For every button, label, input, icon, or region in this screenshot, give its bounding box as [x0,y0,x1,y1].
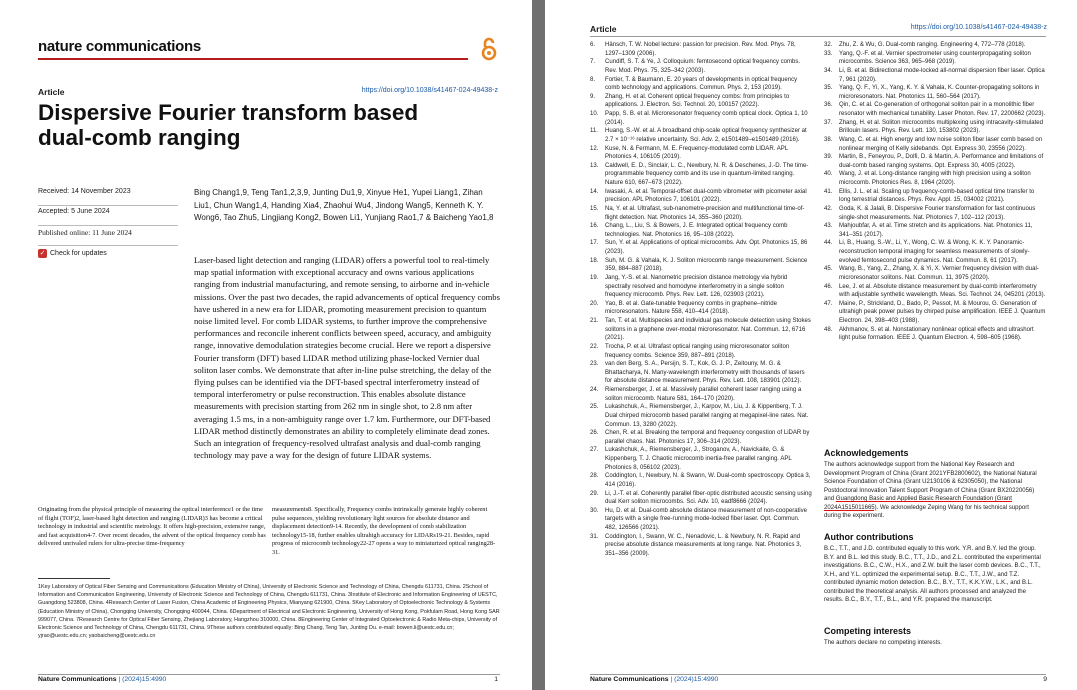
reference-item [824,67,1046,84]
reference-item [824,119,1046,136]
reference-number: 24. [590,387,599,393]
reference-number: 26. [590,430,599,437]
reference-item [590,239,812,256]
reference-number: 12. [590,145,599,152]
page-9 [545,0,1077,690]
footer-rule [590,674,1046,675]
intro-text-left: Originating from the physical principle of measuring the optical interference1 or the time of flight (TOF)2, laser-based light detection and ranging (LIDAR)3 has become a critical technology in industrial and scientific metrology. It offers high-precision, extensive range, and fast acquisition4-7. Over recent decades, the advent of the optical frequency comb has delivered unrivaled rulers for ultra-precise time-frequency [38,506,266,547]
reference-number: 43. [824,223,833,230]
reference-text: Lukashchuk, A., Riemensberger, J., Stroganov, A., Navickaite, G. & Kippenberg, T. J. Chaotic microcomb inertia-free parallel ranging. APL Photonics 8, 056102 (2023). [605,447,792,471]
references-left [590,41,812,559]
reference-text: Caldwell, E. D., Sinclair, L. C., Newbury, N. R. & Deschenes, J.-D. The time-programmable frequency comb and its use in quantum-limited ranging. Nature 610, 667–673 (2022). [605,162,809,186]
reference-text: Chang, L., Liu, S. & Bowers, J. E. Integrated optical frequency comb technologies. Nat. Photonics 16, 95–108 (2022). [605,223,788,238]
reference-text: Li, B. et al. Bidirectional mode-locked all-normal dispersion fiber laser. Optica 7, 961 (2020). [839,67,1045,83]
acknowledgements-section [824,448,1046,521]
reference-text: Huang, S.-W. et al. A broadband chip-scale optical frequency synthesizer at 2.7 × 10⁻¹⁶ relative uncertainty. Sci. Adv. 2, e1501489–e1501489 (2016). [605,128,807,143]
reference-item [824,326,1046,343]
footer-volume: (2024)15:4990 [674,676,719,683]
update-badge-icon: ✓ [39,250,46,257]
affiliations: 1Key Laboratory of Optical Fiber Sensing and Communications (Education Ministry of China), University of Electronic Science and Technology of China, Chengdu 611731, China. 2School of Information and Communication Engineering, University of Electronic Science and Technology of China, Chengdu 611731, China. 3Institute of Electronic and Information Engineering of UESTC, Guangdong 523808, China. 4Research Center of Laser Fusion, China Academic of Engineering Physics, Mianyang 621900, China. 5Key Laboratory of Optoelectronic Technology & Systems (Education Ministry of China), Chongqing University, Chongqing 400044, China. 6Department of Electrical and Electronic Engineering, University of Hong Kong, Pokfulam Road, Hong Kong SAR 999077, China. 7Research Centre for Optical Fiber Sensing, Zhejiang Laboratory, Hangzhou 310000, China. 8Engineering Center of Integrated Optoelectronic & Radio Meta-chips, University of Electronic Science and Technology of China, Chengdu 611731, China. 9These authors contributed equally: Bing Chang, Teng Tan, Junting Du. e-mail: bowen.li@uestc.edu.cn; yjrao@uestc.edu.cn; yaobaicheng@uestc.edu.cn [38,584,500,640]
highlighted-grant: Guangdong Basic and Applied Basic Research Foundation (Grant 2024A1515011665) [824,496,1012,511]
acknowledgements-heading: Acknowledgements [824,448,909,458]
reference-item [590,403,812,429]
article-title: Dispersive Fourier transform based dual-comb ranging [38,100,419,150]
doi-link[interactable]: https://doi.org/10.1038/s41467-024-49438-z [361,87,498,94]
reference-item [590,343,812,360]
reference-item [590,127,812,144]
reference-text: Coddington, I., Swann, W. C., Nenadovic, L. & Newbury, N. R. Rapid and precise absolute distance measurements at long range. Nat. Photonics 3, 351–356 (2009). [605,533,802,557]
reference-item [590,274,812,300]
published-date: Published online: 11 June 2024 [38,226,178,246]
reference-text: Yang, Q.-F. et al. Vernier spectrometer using counterpropagating soliton microcombs. Science 363, 965–968 (2019). [839,50,1031,66]
reference-item [590,429,812,446]
affiliation-rule [38,578,110,579]
reference-item [590,360,812,386]
reference-text: Trocha, P. et al. Ultrafast optical ranging using microresonator soliton frequency combs. Science 359, 887–891 (2018). [605,343,790,359]
reference-number: 23. [590,361,599,368]
reference-number: 41. [824,188,833,195]
reference-number: 45. [824,266,833,273]
reference-number: 6. [590,42,596,48]
reference-text: Li, B., Huang, S.-W., Li, Y., Wong, C. W. & Wong, K. K. Y. Panoramic-reconstruction temporal imaging for seamless measurements of slowly-evolved femtosecond pulse dynamics. Nat. Commun. 8, 61 (2017). [839,240,1030,264]
reference-text: Hänsch, T. W. Nobel lecture: passion for precision. Rev. Mod. Phys. 78, 1297–1309 (2006). [605,42,796,57]
reference-number: 11. [590,128,598,135]
reference-text: Papp, S. B. et al. Microresonator frequency comb optical clock. Optica 1, 10 (2014). [605,111,808,126]
reference-item [590,472,812,489]
author-contributions-heading: Author contributions [824,532,914,542]
reference-text: Iwasaki, A. et al. Temporal-offset dual-comb vibrometer with picometer axial precision. APL Photonics 7, 106101 (2022). [605,188,807,204]
reference-number: 27. [590,447,599,454]
reference-item [590,58,812,75]
reference-text: Wang, C. et al. High energy and low noise soliton fiber laser comb based on nonlinear merging of Kelly sidebands. Opt. Express 30, 23556 (2022). [839,136,1043,152]
reference-item [590,205,812,222]
reference-item [824,300,1046,326]
ack-text-part: The authors acknowledge support from the National Key Research and Development Program of China (Grant 2021YFB2800602), the National Natural Science Foundation of China (Grant U2130106 & 62305050), the National Postdoctoral Innovation Talent Support Program of China (Grant BX20220056) and [824,462,1037,502]
reference-number: 17. [590,240,599,247]
reference-text: Lee, J. et al. Absolute distance measurement by dual-comb interferometry with adjustable synthetic wavelength. Meas. Sci. Technol. 24, 045201 (2013). [839,283,1046,299]
doi-link[interactable]: https://doi.org/10.1038/s41467-024-49438-z [910,24,1047,31]
reference-text: Lukashchuk, A., Riemensberger, J., Karpov, M., Liu, J. & Kippenberg, T. J. Dual chirped microcomb based parallel ranging at megapixel-line rates. Nat. Commun. 13, 3280 (2022). [605,404,809,428]
received-date: Received: 14 November 2023 [38,186,178,206]
footer-citation: Nature Communications | (2024)15:4990 [38,676,167,683]
reference-text: Li, J.-T. et al. Coherently parallel fiber-optic distributed acoustic sensing using dual Kerr soliton microcombs. Sci. Adv. 10, eadf8666 (2024). [605,490,812,506]
reference-text: Goda, K. & Jalali, B. Dispersive Fourier transformation for fast continuous single-shot measurements. Nat. Photonics 7, 102–112 (2013). [839,205,1036,221]
reference-item [590,162,812,188]
reference-number: 10. [590,111,599,117]
reference-text: Wang, J. et al. Long-distance ranging with high precision using a soliton microcomb. Photonics Res. 8, 1964 (2020). [839,171,1031,186]
competing-interests-section [824,626,1046,648]
reference-text: Hu, D. et al. Dual-comb absolute distance measurement of non-cooperative targets with a single free-running mode-locked fiber laser. Opt. Commun. 482, 126566 (2021). [605,507,808,531]
intro-text-right: measurements8. Specifically, Frequency combs intrinsically generate highly coherent pulse sequences, yielding revolutionary light sources for absolute distance and displacement detection9-14. Recently, the development of comb stabilization technology15-18, further enables ultrahigh accuracy for LIDARs19-21. Besides, rapid progress of microcomb technology22-27 opens a way to miniaturized optical ranging28-31. [272,506,496,556]
reference-text: Chen, R. et al. Breaking the temporal and frequency congestion of LiDAR by parallel chaos. Nat. Photonics 17, 306–314 (2023). [605,430,810,445]
footer-journal: Nature Communications [38,676,117,683]
reference-item [590,76,812,93]
reference-item [824,239,1046,265]
reference-item [590,317,812,343]
reference-item [824,188,1046,205]
reference-text: Cundiff, S. T. & Ye, J. Colloquium: femtosecond optical frequency combs. Rev. Mod. Phys. 75, 325–342 (2003). [605,59,801,74]
reference-text: Wang, B., Yang, Z., Zhang, X. & Yi, X. Vernier frequency division with dual-microresonator solitons. Nat. Commun. 11, 3975 (2020). [839,266,1039,281]
footer-rule [38,674,500,675]
accepted-date: Accepted: 5 June 2024 [38,206,178,226]
reference-number: 35. [824,85,833,92]
reference-item [590,188,812,205]
author-contributions-text: B.C., T.T., and J.D. contributed equally to this work. Y.R. and B.Y. led the group. B.Y. and B.L. led this study. B.C., T.T., J.D., and Z.L. contributed the experimental investigations. B.C., C.W., H.X., and Z.W. built the laser comb devices. B.C., T.T., X.H., and Y.L. optimized the experimental setup. B.C., T.T., J.W., and T.Z. contributed dynamic motion detection. B.C., B.Y., T.T., K.K.Y.W., L.K., and B.L. contributed the theoretical analysis. All authors processed and analyzed the results. B.C., B.Y., T.T., B.L., and Y.R. prepared the manuscript. [824,546,1041,603]
journal-logo: nature communications [38,38,201,55]
reference-item [590,507,812,533]
reference-text: Zhang, H. et al. Soliton microcombs multiplexing using intracavity-stimulated Brillouin lasers. Phys. Rev. Lett. 130, 153802 (2023). [839,119,1043,135]
reference-number: 46. [824,283,833,290]
reference-item [590,93,812,110]
open-access-icon [480,37,498,61]
reference-item [590,490,812,507]
reference-text: Coddington, I., Newbury, N. & Swann, W. Dual-comb spectroscopy. Optica 3, 414 (2016). [605,473,811,488]
reference-item [590,145,812,162]
reference-item [590,222,812,239]
reference-text: Sun, Y. et al. Applications of optical microcombs. Adv. Opt. Photonics 15, 86 (2023). [605,240,808,255]
ack-text-part: . We acknowledge Zeping Wang for his technical support during the experiment. [824,504,1029,519]
reference-number: 15. [590,205,599,212]
reference-text: Mahjoubfar, A. et al. Time stretch and its applications. Nat. Photonics 11, 341–351 (2017). [839,223,1033,238]
reference-item [590,41,812,58]
reference-text: Zhang, H. et al. Coherent optical frequency combs: from principles to applications. J. Electron. Sci. Technol. 20, 100157 (2022). [605,93,790,109]
page-1 [0,0,532,690]
reference-text: Kuse, N. & Fermann, M. E. Frequency-modulated comb LIDAR. APL Photonics 4, 106105 (2019). [605,145,788,161]
reference-item [824,101,1046,118]
reference-number: 9. [590,93,596,100]
competing-interests-text: The authors declare no competing interests. [824,640,942,646]
abstract: Laser-based light detection and ranging (LIDAR) offers a powerful tool to real-timely map spatial information with exceptional accuracy and owns various applications ranging from industrial manufacturing, and remote sensing, to airborne and in-vehicle missions. Over the past two decades, the rapid advancements of optical frequency combs have ushered in a new era for LIDAR, promoting measurement precision to quantum noise limited level. For comb LIDAR systems, to further improve the comprehensive performances and reconcile inherent conflicts between speed, accuracy, and ambiguity range, innovative demodulation strategies become crucial. Here we report a dispersive Fourier transform (DFT) based LIDAR method utilizing phase-locked Vernier dual soliton laser combs. We demonstrate that after in-line pulse stretching, the delay of the flying pulses can be identified via the DFT-based spectral interferometry instead of temporal interferometry or pulse reconstruction. This enables absolute distance measurements with precision starting from 262 nm in single shot, to 2.8 nm after averaging 1.5 ms, in a non-ambiguity range over 1.7 km. Furthermore, our DFT-based LIDAR method distinctly demonstrates an ability to completely eliminate dead zones. Such an integration of frequency-resolved ultrafast analysis and dual-comb ranging technology may pave a way for the design of future LIDAR systems. [194,255,500,461]
reference-number: 13. [590,162,599,169]
journal-rule [38,58,468,60]
reference-text: Qin, C. et al. Co-generation of orthogonal soliton pair in a monolithic fiber resonator with mechanical tunability. Laser Photon. Rev. 17, 2200662 (2023). [839,102,1046,117]
reference-text: Jang, Y.-S. et al. Nanometric precision distance metrology via hybrid spectrally resolved and homodyne interferometry in a single soliton frequency microcomb. Phys. Rev. Lett. 126, 023903 (2021). [605,274,788,299]
article-type-label: Article [38,87,65,97]
publication-dates [38,186,178,258]
footer-journal: Nature Communications [590,676,669,683]
reference-number: 22. [590,343,599,350]
header-rule [590,36,1046,37]
reference-number: 18. [590,257,599,264]
reference-item [590,300,812,317]
reference-item [824,205,1046,222]
reference-number: 34. [824,67,833,74]
reference-text: Yang, Q. F., Yi, X., Yang, K. Y. & Vahala, K. Counter-propagating solitons in microresonators. Nat. Photonics 11, 560–564 (2017). [839,85,1040,100]
reference-item [824,136,1046,153]
reference-number: 47. [824,300,833,307]
reference-number: 40. [824,171,833,178]
reference-item [590,110,812,127]
reference-number: 28. [590,473,599,480]
reference-text: Suh, M. G. & Vahala, K. J. Soliton microcomb range measurement. Science 359, 884–887 (2018). [605,257,808,273]
reference-item [590,533,812,559]
reference-number: 32. [824,42,833,48]
reference-number: 37. [824,119,833,126]
reference-text: Fortier, T. & Baumann, E. 20 years of developments in optical frequency comb technology and applications. Commun. Phys. 2, 153 (2019). [605,76,798,92]
competing-interests-heading: Competing interests [824,626,912,636]
article-type-label: Article [590,24,617,34]
reference-number: 48. [824,326,833,333]
reference-number: 14. [590,188,599,195]
reference-number: 16. [590,223,599,230]
references-right [824,41,1046,343]
reference-text: Tan, T. et al. Multispecies and individual gas molecule detection using Stokes solitons in a graphene over-modal microresonator. Nat. Commun. 12, 6716 (2021). [605,318,811,342]
reference-number: 33. [824,50,833,57]
reference-item [824,170,1046,187]
reference-number: 8. [590,76,596,83]
reference-text: Na, Y. et al. Ultrafast, sub-nanometre-precision and multifunctional time-of-flight detection. Nat. Photonics 14, 355–360 (2020). [605,205,805,221]
check-updates-button[interactable] [38,249,178,258]
reference-item [824,283,1046,300]
reference-number: 44. [824,240,833,247]
reference-item [824,41,1046,50]
reference-item [590,446,812,472]
reference-text: Maine, P., Strickland, D., Bado, P., Pessot, M. & Mourou, G. Generation of ultrahigh peak power pulses by chirped pulse amplification. IEEE J. Quantum Electron. 24, 398–403 (1988). [839,300,1046,324]
reference-text: Yao, B. et al. Gate-tunable frequency combs in graphene–nitride microresonators. Nature 558, 410–414 (2018). [605,300,777,316]
reference-number: 25. [590,404,599,411]
reference-text: Riemensberger, J. et al. Massively parallel coherent laser ranging using a soliton microcomb. Nature 581, 164–170 (2020). [605,387,802,402]
reference-number: 31. [590,533,599,540]
page-number: 9 [1043,676,1047,683]
reference-number: 39. [824,154,833,161]
reference-number: 21. [590,318,599,324]
author-list: Bing Chang1,9, Teng Tan1,2,3,9, Junting Du1,9, Xinyue He1, Yupei Liang1, Zihan Liu1, Chun Wang1,4, Handing Xia4, Zhaohui Wu4, Jindong Wang5, Kenneth K. Y. Wong6, Tao Zhu5, Lingjiang Kong2, Bowen Li1, Yunjiang Rao1,7 & Baicheng Yao1,8 [194,188,494,223]
reference-item [824,222,1046,239]
reference-text: Martin, B., Feneyrou, P., Dolfi, D. & Martin, A. Performance and limitations of dual-comb based ranging systems. Opt. Express 30, 4005 (2022). [839,154,1044,169]
reference-number: 36. [824,102,833,109]
reference-number: 7. [590,59,596,66]
reference-number: 20. [590,300,599,307]
reference-text: Ellis, J. L. et al. Scaling up frequency-comb-based optical time transfer to long terrestrial distances. Phys. Rev. Appl. 15, 034002 (2021). [839,188,1035,204]
reference-text: Akhmanov, S. et al. Nonstationary nonlinear optical effects and ultrashort light pulse formation. IEEE J. Quantum Electron. 4, 598–605 (1968). [839,326,1034,342]
reference-item [824,265,1046,282]
reference-number: 19. [590,274,599,281]
reference-item [824,84,1046,101]
reference-number: 38. [824,136,833,143]
reference-text: van den Berg, S. A., Persijn, S. T., Kok, G. J. P., Zeitouny, M. G. & Bhattacharya, N. Many-wavelength interferometry with thousands of lasers for absolute distance measurement. Phys. Rev. Lett. 108, 183901 (2012). [605,361,805,385]
reference-number: 42. [824,205,833,212]
author-contributions-section [824,532,1046,605]
reference-item [824,153,1046,170]
footer-citation: Nature Communications | (2024)15:4990 [590,676,719,683]
reference-item [824,50,1046,67]
reference-number: 29. [590,490,599,497]
reference-text: Zhu, Z. & Wu, G. Dual-comb ranging. Engineering 4, 772–778 (2018). [839,42,1026,48]
check-updates-label: Check for updates [50,250,107,257]
acknowledgements-text [824,461,1046,521]
footer-volume: (2024)15:4990 [122,676,167,683]
page-number: 1 [494,676,498,683]
reference-item [590,257,812,274]
reference-number: 30. [590,507,599,514]
reference-item [590,386,812,403]
